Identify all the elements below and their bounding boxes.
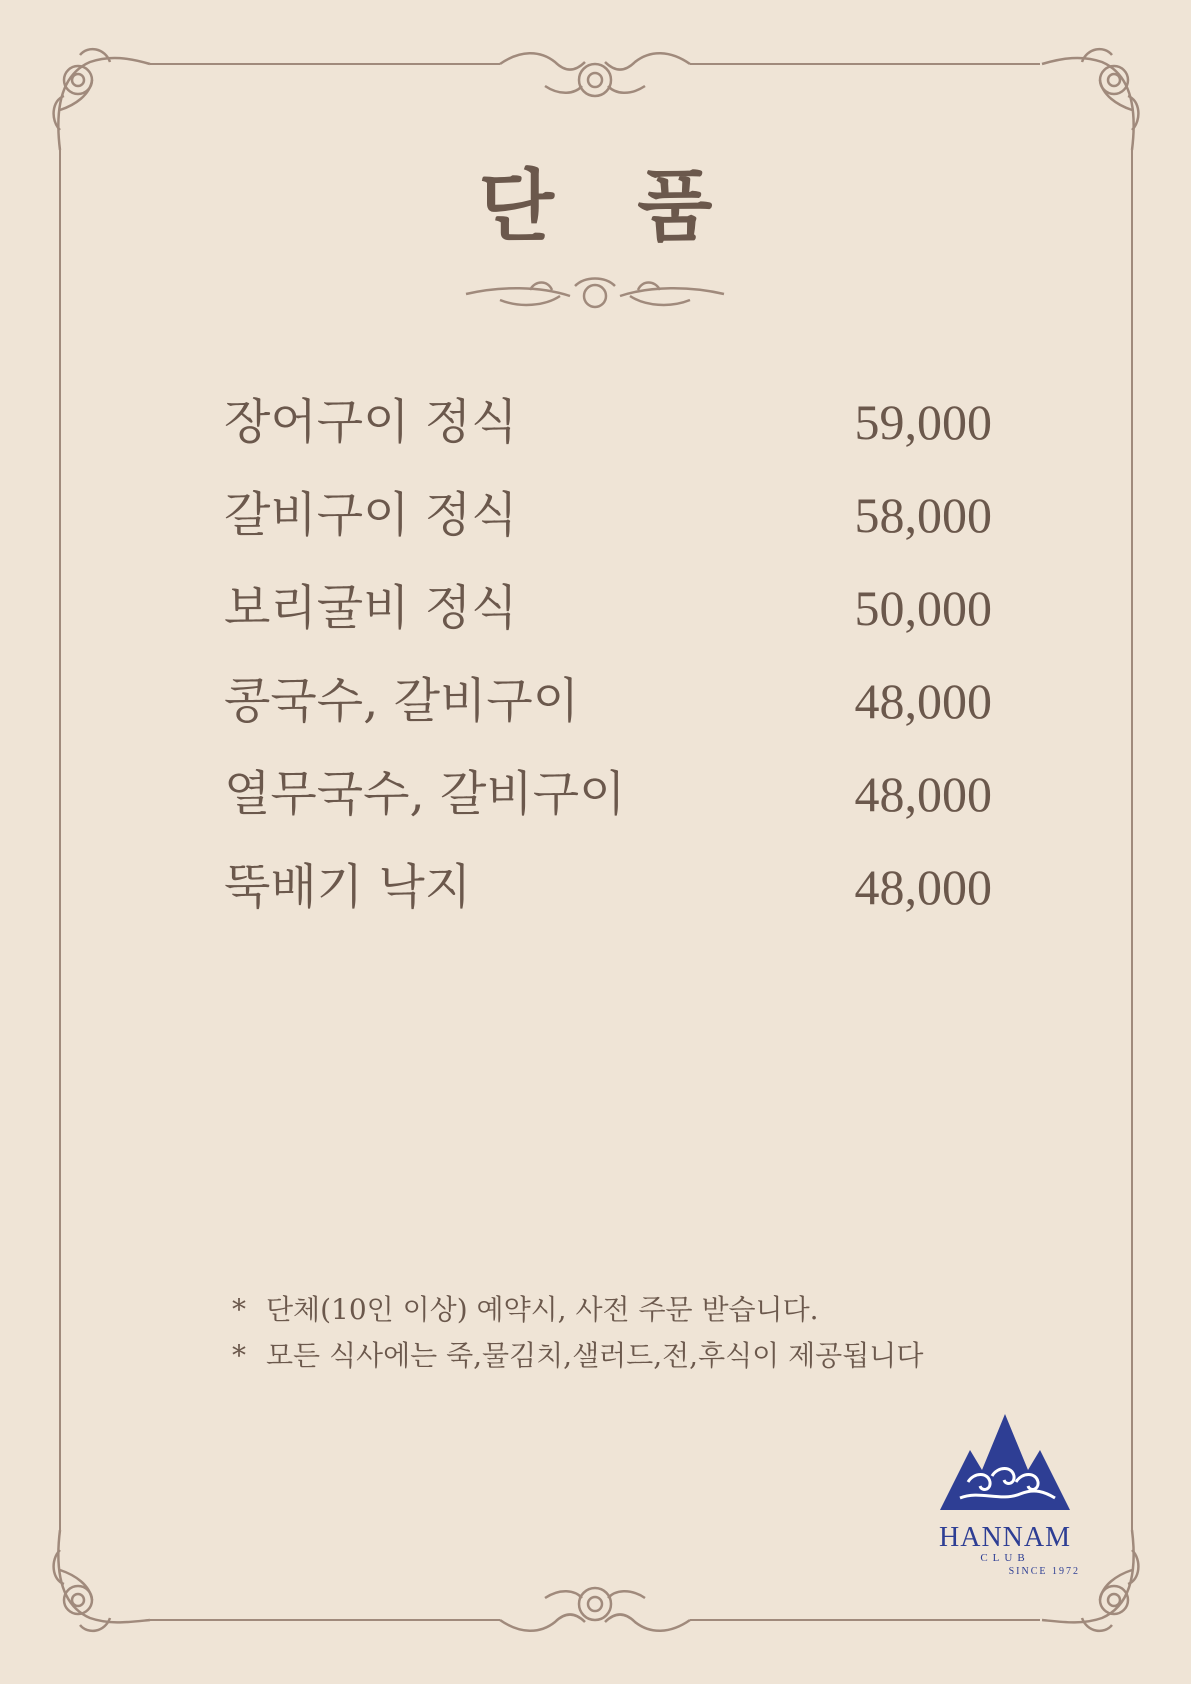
- logo-brand-text: HANNAM: [939, 1522, 1071, 1553]
- footnote-text: 단체(10인 이상) 예약시, 사전 주문 받습니다.: [266, 1293, 819, 1326]
- corner-ornament-top-right: [1042, 49, 1138, 150]
- logo-since-text: SINCE 1972: [1008, 1566, 1080, 1577]
- menu-item: [224, 857, 992, 950]
- menu-item-price: 48,000: [854, 673, 992, 729]
- menu-item: [224, 578, 992, 671]
- top-center-flourish: [500, 53, 690, 96]
- corner-ornament-top-left: [54, 49, 150, 150]
- asterisk-marker: *: [232, 1293, 246, 1326]
- bottom-center-flourish: [500, 1588, 690, 1631]
- menu-item-name: 열무국수, 갈비구이: [224, 766, 626, 822]
- menu-item: [224, 485, 992, 578]
- hannam-club-logo: [930, 1410, 1080, 1580]
- menu-item-price: 50,000: [854, 580, 992, 636]
- menu-item-name: 콩국수, 갈비구이: [224, 673, 580, 729]
- menu-item-price: 48,000: [854, 859, 992, 915]
- menu-item: [224, 671, 992, 764]
- menu-item-name: 갈비구이 정식: [224, 487, 518, 543]
- asterisk-marker: *: [232, 1339, 246, 1372]
- menu-item: [224, 392, 992, 485]
- footnote: [232, 1290, 923, 1336]
- page-title: 단 품: [478, 161, 741, 252]
- title-divider-flourish: [466, 279, 724, 308]
- menu-list: [224, 392, 992, 950]
- footnotes: [232, 1290, 923, 1382]
- menu-item-name: 보리굴비 정식: [224, 580, 518, 636]
- menu-item-price: 59,000: [854, 394, 992, 450]
- footnote-text: 모든 식사에는 죽,물김치,샐러드,전,후식이 제공됩니다: [266, 1339, 924, 1372]
- menu-item-name: 뚝배기 낙지: [224, 859, 472, 915]
- menu-item-price: 58,000: [854, 487, 992, 543]
- footnote: [232, 1336, 923, 1382]
- menu-item-name: 장어구이 정식: [224, 394, 518, 450]
- mountain-wave-icon: [930, 1410, 1080, 1530]
- menu-item-price: 48,000: [854, 766, 992, 822]
- menu-item: [224, 764, 992, 857]
- logo-club-text: CLUB: [980, 1552, 1030, 1564]
- corner-ornament-bottom-left: [54, 1530, 150, 1631]
